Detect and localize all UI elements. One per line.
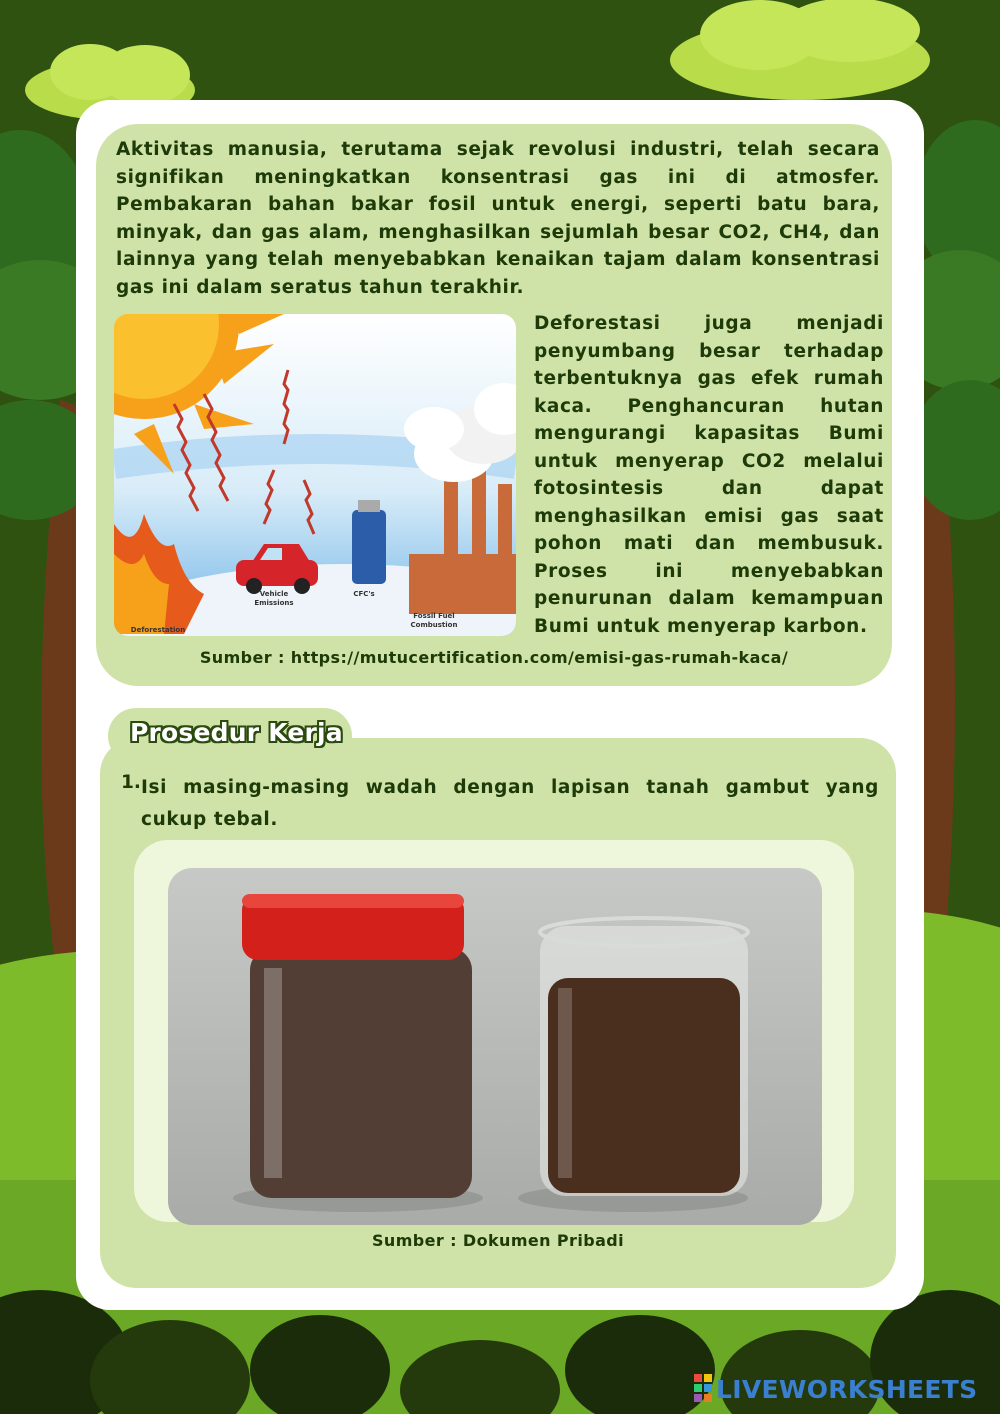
label-fossil-fuel-2: Combustion: [410, 621, 458, 629]
source-citation-2: Sumber : Dokumen Pribadi: [372, 1231, 624, 1250]
liveworksheets-icon: [694, 1372, 716, 1402]
liveworksheets-logo: [694, 1372, 978, 1406]
intro-paragraph: Aktivitas manusia, terutama sejak revolusi industri, telah secara signifikan meningkatkan konsentrasi gas ini di atmosfer. Pembakaran bahan bakar fosil untuk energi, seperti batu bara, minyak, dan gas alam, menghasilkan sejumlah besar CO2, CH4, dan lainnya yang telah menyebabkan kenaikan tajam dalam konsentrasi gas ini dalam seratus tahun terakhir.: [116, 139, 880, 298]
section-title-tab: [108, 708, 352, 764]
step-number: 1.: [121, 772, 141, 793]
label-fossil-fuel-1: Fossil Fuel: [413, 612, 455, 620]
deforestation-paragraph: Deforestasi juga menjadi penyumbang besar terhadap terbentuknya gas efek rumah kaca. Penghancuran hutan mengurangi kapasitas Bumi untuk menyerap CO2 melalui fotosintesis dan dapat menghasilkan emisi gas saat pohon mati dan membusuk. Proses ini menyebabkan penurunan dalam kemampuan Bumi untuk menyerap karbon.: [534, 313, 884, 637]
label-cfc: CFC's: [353, 590, 375, 598]
step-text: Isi masing-masing wadah dengan lapisan tanah gambut yang cukup tebal.: [141, 777, 879, 830]
source-citation-1: Sumber : https://mutucertification.com/emisi-gas-rumah-kaca/: [199, 648, 789, 667]
label-vehicle-emissions-2: Emissions: [254, 599, 294, 607]
greenhouse-effect-illustration: [114, 314, 516, 636]
section-title: Prosedur Kerja: [130, 718, 343, 747]
peat-soil-jars-photo: [168, 868, 822, 1225]
label-deforestation: Deforestation: [130, 626, 186, 634]
brand-name: LIVEWORKSHEETS: [716, 1375, 978, 1404]
label-vehicle-emissions-1: Vehicle: [259, 590, 289, 598]
